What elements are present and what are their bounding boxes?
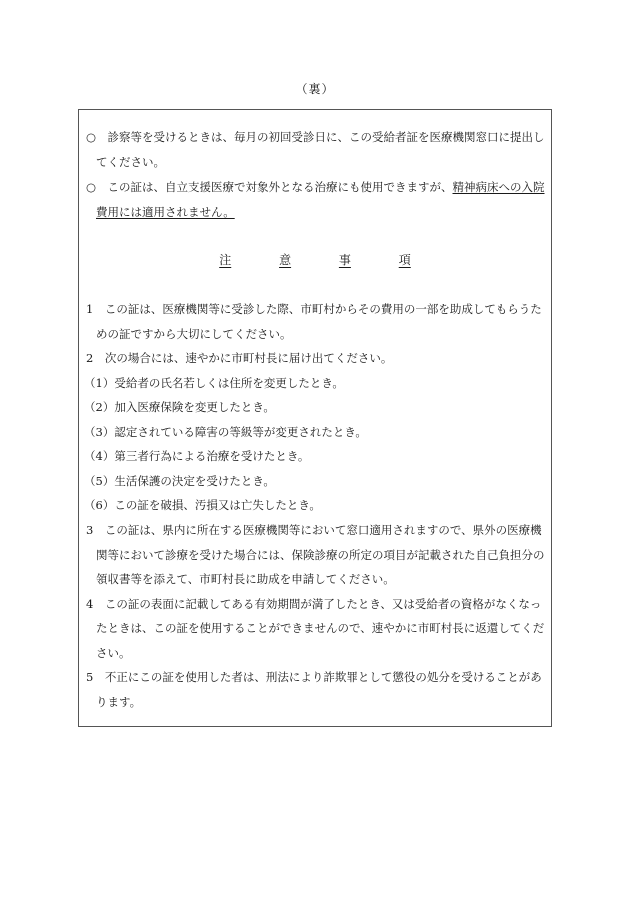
item-4-line-1: 4 この証の表面に記載してある有効期間が満了したとき、又は受給者の資格がなくなっ bbox=[86, 597, 542, 611]
heading-char-4: 項 bbox=[398, 253, 411, 267]
notice-2-line-2: 費用には適用されません。 bbox=[96, 205, 235, 219]
item-5-line-2: ります。 bbox=[96, 695, 142, 709]
item-1-line-1: 1 この証は、医療機関等に受診した際、市町村からその費用の一部を助成してもらうた bbox=[86, 302, 542, 316]
item-2-sub-3: （3）認定されている障害の等級等が変更されたとき。 bbox=[84, 425, 367, 439]
notice-1-line-1: 診察等を受けるときは、毎月の初回受診日に、この受給者証を医療機関窓口に提出し bbox=[96, 130, 545, 144]
item-2-sub-5: （5）生活保護の決定を受けたとき。 bbox=[84, 474, 275, 488]
item-4-line-3: さい。 bbox=[96, 646, 131, 660]
notice-1-line-2: てください。 bbox=[96, 155, 165, 169]
item-3-line-3: 領収書等を添えて、市町村長に助成を申請してください。 bbox=[96, 572, 395, 586]
page-side-label: （裏） bbox=[295, 82, 335, 96]
item-2-sub-2: （2）加入医療保険を変更したとき。 bbox=[84, 400, 275, 414]
item-2-sub-1: （1）受給者の氏名若しくは住所を変更したとき。 bbox=[84, 376, 344, 390]
item-2-sub-4: （4）第三者行為による治療を受けたとき。 bbox=[84, 449, 310, 463]
section-heading bbox=[0, 253, 630, 267]
notice-1-mark: ○ bbox=[86, 130, 97, 144]
notice-2-text: この証は、自立支援医療で対象外となる治療にも使用できますが、 bbox=[96, 180, 453, 194]
item-1-line-2: めの証ですから大切にしてください。 bbox=[96, 327, 292, 341]
notice-2-underlined-text: 精神病床への入院 bbox=[452, 180, 545, 194]
item-5-line-1: 5 不正にこの証を使用した者は、刑法により詐欺罪として懲役の処分を受けることがあ bbox=[86, 670, 542, 684]
heading-char-1: 注 bbox=[219, 253, 232, 267]
item-4-line-2: たときは、この証を使用することができませんので、速やかに市町村長に返還してくだ bbox=[96, 621, 545, 635]
heading-char-2: 意 bbox=[279, 253, 292, 267]
item-3-line-1: 3 この証は、県内に所在する医療機関等において窓口適用されますので、県外の医療機 bbox=[86, 523, 542, 537]
notice-2-line-1 bbox=[96, 180, 558, 194]
item-2-sub-6: （6）この証を破損、汚損又は亡失したとき。 bbox=[84, 498, 321, 512]
notice-2-mark: ○ bbox=[86, 180, 97, 194]
item-3-line-2: 関等において診療を受けた場合には、保険診療の所定の項目が記載された自己負担分の bbox=[96, 548, 545, 562]
item-2: 2 次の場合には、速やかに市町村長に届け出てください。 bbox=[86, 351, 393, 365]
heading-char-3: 事 bbox=[338, 253, 351, 267]
